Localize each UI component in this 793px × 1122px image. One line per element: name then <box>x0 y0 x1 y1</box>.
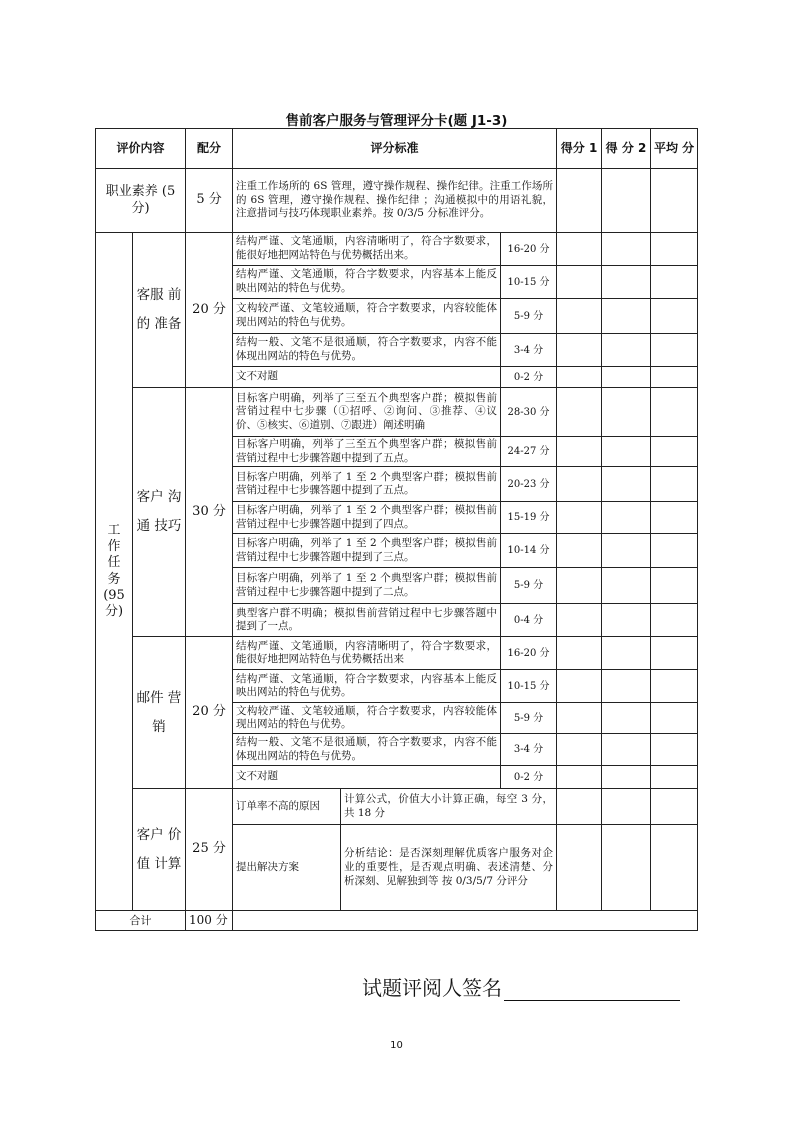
score-range: 0-2 分 <box>501 367 557 388</box>
header-score2: 得 分 2 <box>602 129 651 169</box>
score2-cell <box>602 766 651 789</box>
total-blank <box>233 911 698 931</box>
average-cell <box>651 534 698 568</box>
average-cell <box>651 169 698 233</box>
score-range: 3-4 分 <box>501 734 557 766</box>
criteria-text: 目标客户明确，列举了三至五个典型客户群；模拟售前营销过程中七步骤答题中提到了五点。 <box>233 437 501 467</box>
section-label: 客服 前的 准备 <box>133 233 186 388</box>
header-row <box>96 129 698 169</box>
score2-cell <box>602 670 651 703</box>
score1-cell <box>557 703 602 734</box>
total-label: 合计 <box>96 911 186 931</box>
average-cell <box>651 670 698 703</box>
professional-points: 5 分 <box>186 169 233 233</box>
criteria-text: 文构较严谨、文笔较通顺，符合字数要求，内容较能体现出网站的特色与优势。 <box>233 299 501 334</box>
score2-cell <box>602 734 651 766</box>
criteria-text: 目标客户明确，列举了三至五个典型客户群；模拟售前营销过程中七步骤（①招呼、②询问、③推荐、④议价、⑤核实、⑥道别、⑦跟进）阐述明确 <box>233 388 501 437</box>
section-points: 20 分 <box>186 233 233 388</box>
section-label: 邮件 营销 <box>133 637 186 789</box>
criteria-row <box>96 233 698 266</box>
section-points: 30 分 <box>186 388 233 637</box>
score-range: 5-9 分 <box>501 703 557 734</box>
score1-cell <box>557 502 602 534</box>
value-calc-label: 客户 价值 计算 <box>133 789 186 911</box>
total-row <box>96 911 698 931</box>
page-number: 10 <box>390 1040 403 1051</box>
criteria-text: 文不对题 <box>233 367 501 388</box>
section-points: 20 分 <box>186 637 233 789</box>
average-cell <box>651 637 698 670</box>
reviewer-signature <box>362 972 680 1001</box>
criteria-text: 文不对题 <box>233 766 501 789</box>
average-cell <box>651 437 698 467</box>
criteria-text: 文构较严谨、文笔较通顺，符合字数要求，内容较能体现出网站的特色与优势。 <box>233 703 501 734</box>
average-cell <box>651 568 698 604</box>
average-cell <box>651 388 698 437</box>
header-score1: 得分 1 <box>557 129 602 169</box>
average-cell <box>651 233 698 266</box>
average-cell <box>651 604 698 637</box>
professional-row <box>96 169 698 233</box>
score2-cell <box>602 233 651 266</box>
section-label: 客户 沟通 技巧 <box>133 388 186 637</box>
score-range: 0-2 分 <box>501 766 557 789</box>
score-range: 16-20 分 <box>501 637 557 670</box>
value-calc-points: 25 分 <box>186 789 233 911</box>
work-task-label: 工 作 任 务 (95 分) <box>96 233 133 911</box>
header-points: 配分 <box>186 129 233 169</box>
criteria-row <box>96 637 698 670</box>
score2-cell <box>602 703 651 734</box>
value-calc-item: 订单率不高的原因 <box>233 789 341 825</box>
score1-cell <box>557 670 602 703</box>
criteria-row <box>96 388 698 437</box>
value-calc-row <box>96 789 698 825</box>
criteria-text: 结构严谨、文笔通顺，符合字数要求，内容基本上能反映出网站的特色与优势。 <box>233 266 501 299</box>
score2-cell <box>602 388 651 437</box>
score1-cell <box>557 766 602 789</box>
score2-cell <box>602 467 651 502</box>
header-content: 评价内容 <box>96 129 186 169</box>
score2-cell <box>602 266 651 299</box>
score-range: 3-4 分 <box>501 334 557 367</box>
score2-cell <box>602 299 651 334</box>
value-calc-desc: 分析结论：是否深刻理解优质客户服务对企业的重要性，是否观点明确、表述清楚、分析深刻、见解独到等 按 0/3/5/7 分评分 <box>341 825 557 911</box>
score-range: 16-20 分 <box>501 233 557 266</box>
score-range: 24-27 分 <box>501 437 557 467</box>
score2-cell <box>602 568 651 604</box>
score1-cell <box>557 233 602 266</box>
score-range: 20-23 分 <box>501 467 557 502</box>
score2-cell <box>602 637 651 670</box>
criteria-text: 典型客户群不明确；模拟售前营销过程中七步骤答题中提到了一点。 <box>233 604 501 637</box>
average-cell <box>651 825 698 911</box>
score2-cell <box>602 789 651 825</box>
score1-cell <box>557 299 602 334</box>
score-range: 5-9 分 <box>501 299 557 334</box>
average-cell <box>651 266 698 299</box>
score1-cell <box>557 568 602 604</box>
score2-cell <box>602 534 651 568</box>
criteria-text: 目标客户明确，列举了 1 至 2 个典型客户群；模拟售前营销过程中七步骤答题中提到了三点。 <box>233 534 501 568</box>
score2-cell <box>602 367 651 388</box>
score-range: 5-9 分 <box>501 568 557 604</box>
total-points: 100 分 <box>186 911 233 931</box>
score1-cell <box>557 604 602 637</box>
score-range: 28-30 分 <box>501 388 557 437</box>
value-calc-desc: 计算公式，价值大小计算正确，每空 3 分，共 18 分 <box>341 789 557 825</box>
score1-cell <box>557 388 602 437</box>
criteria-text: 目标客户明确，列举了 1 至 2 个典型客户群；模拟售前营销过程中七步骤答题中提到了五点。 <box>233 467 501 502</box>
score1-cell <box>557 825 602 911</box>
value-calc-item: 提出解决方案 <box>233 825 341 911</box>
score-range: 10-15 分 <box>501 670 557 703</box>
header-average: 平均 分 <box>651 129 698 169</box>
score2-cell <box>602 334 651 367</box>
average-cell <box>651 367 698 388</box>
average-cell <box>651 502 698 534</box>
criteria-text: 目标客户明确，列举了 1 至 2 个典型客户群；模拟售前营销过程中七步骤答题中提到了四点。 <box>233 502 501 534</box>
average-cell <box>651 766 698 789</box>
average-cell <box>651 467 698 502</box>
signature-line[interactable] <box>504 978 680 1001</box>
score-card-table <box>95 128 698 931</box>
score1-cell <box>557 367 602 388</box>
score-range: 10-15 分 <box>501 266 557 299</box>
criteria-text: 结构严谨、文笔通顺，内容清晰明了，符合字数要求，能很好地把网站特色与优势概括出来 <box>233 637 501 670</box>
score1-cell <box>557 637 602 670</box>
average-cell <box>651 334 698 367</box>
score2-cell <box>602 169 651 233</box>
criteria-text: 结构严谨、文笔通顺，内容清晰明了，符合字数要求，能很好地把网站特色与优势概括出来。 <box>233 233 501 266</box>
score1-cell <box>557 266 602 299</box>
criteria-text: 结构严谨、文笔通顺，符合字数要求，内容基本上能反映出网站的特色与优势。 <box>233 670 501 703</box>
criteria-text: 目标客户明确，列举了 1 至 2 个典型客户群；模拟售前营销过程中七步骤答题中提到了二点。 <box>233 568 501 604</box>
score2-cell <box>602 825 651 911</box>
score-range: 0-4 分 <box>501 604 557 637</box>
score2-cell <box>602 604 651 637</box>
score-range: 15-19 分 <box>501 502 557 534</box>
average-cell <box>651 734 698 766</box>
score1-cell <box>557 334 602 367</box>
page-title: 售前客户服务与管理评分卡(题 J1-3) <box>285 113 508 129</box>
criteria-text: 结构一般、文笔不是很通顺，符合字数要求，内容不能体现出网站的特色与优势。 <box>233 334 501 367</box>
average-cell <box>651 789 698 825</box>
score1-cell <box>557 534 602 568</box>
professional-criteria: 注重工作场所的 6S 管理，遵守操作规程、操作纪律。注重工作场所的 6S 管理，遵守操作规程、操作纪律 ；沟通模拟中的用语礼貌，注意措词与技巧体现职业素养。按 0/3/5 分标准评分。 <box>233 169 557 233</box>
score1-cell <box>557 467 602 502</box>
score2-cell <box>602 502 651 534</box>
score1-cell <box>557 734 602 766</box>
score1-cell <box>557 437 602 467</box>
score-range: 10-14 分 <box>501 534 557 568</box>
header-criteria: 评分标准 <box>233 129 557 169</box>
score1-cell <box>557 169 602 233</box>
signature-label: 试题评阅人签名 <box>362 976 502 1000</box>
average-cell <box>651 703 698 734</box>
criteria-text: 结构一般、文笔不是很通顺，符合字数要求，内容不能体现出网站的特色与优势。 <box>233 734 501 766</box>
score1-cell <box>557 789 602 825</box>
score2-cell <box>602 437 651 467</box>
average-cell <box>651 299 698 334</box>
professional-label: 职业素养 (5 分) <box>96 169 186 233</box>
